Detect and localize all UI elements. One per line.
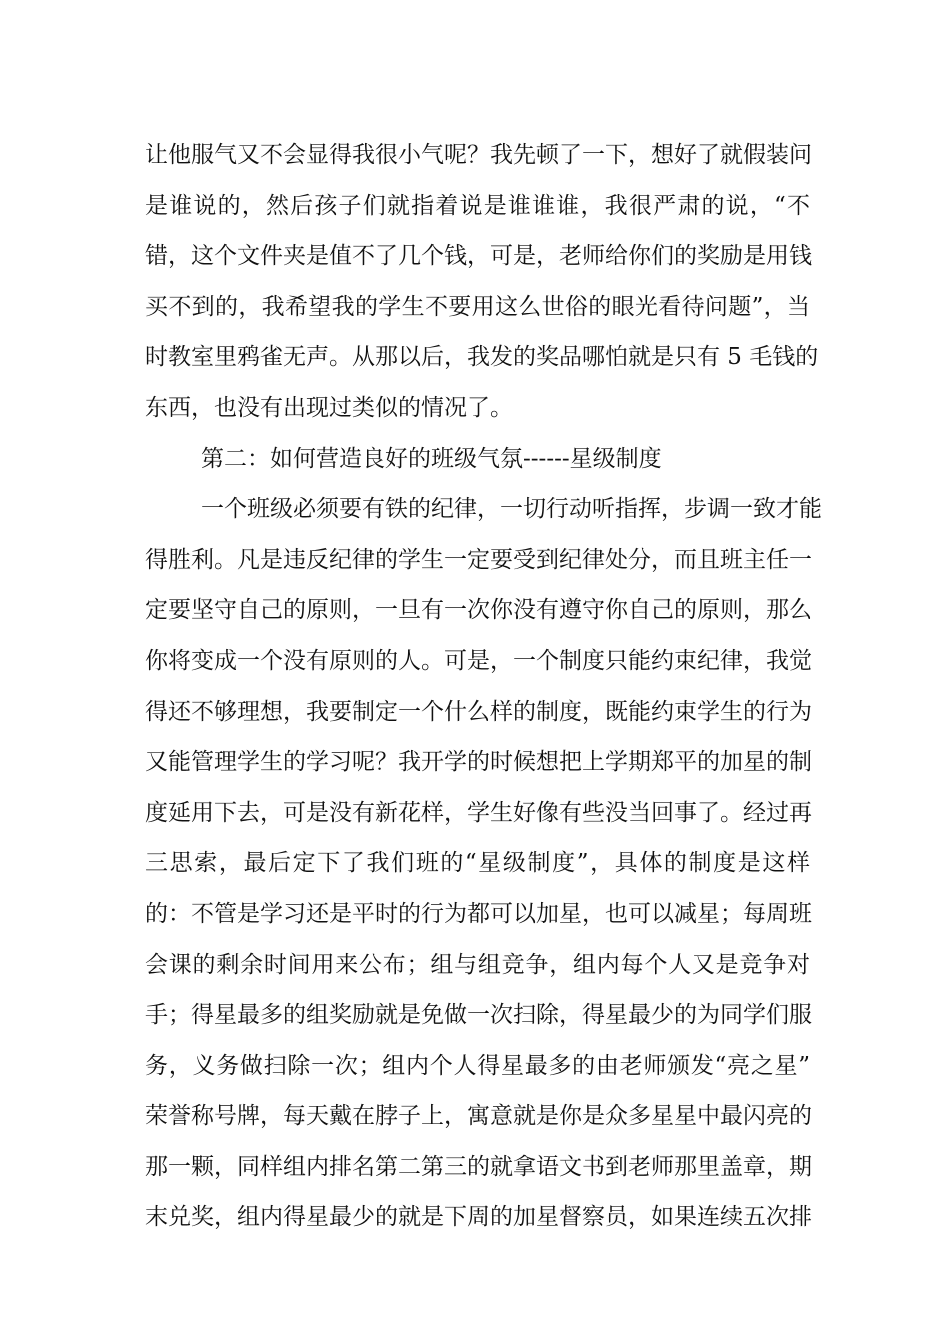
text-line: 是谁说的，然后孩子们就指着说是谁谁谁，我很严肃的说，“不	[145, 192, 810, 219]
text-line: 时教室里鸦雀无声。从那以后，我发的奖品哪怕就是只有 5 毛钱的	[145, 344, 819, 371]
text-line: 的：不管是学习还是平时的行为都可以加星，也可以减星；每周班	[145, 900, 812, 927]
text-line: 得还不够理想，我要制定一个什么样的制度，既能约束学生的行为	[145, 698, 812, 725]
text-line: 又能管理学生的学习呢？我开学的时候想把上学期郑平的加星的制	[145, 749, 812, 776]
text-line: 东西，也没有出现过类似的情况了。	[145, 394, 513, 421]
text-line: 那一颗，同样组内排名第二第三的就拿语文书到老师那里盖章，期	[145, 1153, 812, 1180]
text-line: 末兑奖，组内得星最少的就是下周的加星督察员，如果连续五次排	[145, 1204, 812, 1231]
text-line: 错，这个文件夹是值不了几个钱，可是，老师给你们的奖励是用钱	[145, 243, 812, 270]
text-line: 手；得星最多的组奖励就是免做一次扫除，得星最少的为同学们服	[145, 1002, 812, 1029]
document-body	[145, 130, 822, 1243]
text-line: 荣誉称号牌，每天戴在脖子上，寓意就是你是众多星星中最闪亮的	[145, 1103, 812, 1130]
text-line: 让他服气又不会显得我很小气呢？我先顿了一下，想好了就假装问	[145, 142, 812, 168]
text-line: 你将变成一个没有原则的人。可是，一个制度只能约束纪律，我觉	[145, 647, 812, 674]
section-heading: 第二：如何营造良好的班级气氛------星级制度	[201, 445, 662, 472]
text-line: 会课的剩余时间用来公布；组与组竞争，组内每个人又是竞争对	[145, 951, 810, 978]
text-line: 三思索，最后定下了我们班的“星级制度”，具体的制度是这样	[145, 850, 810, 877]
text-line: 务，义务做扫除一次；组内个人得星最多的由老师颁发“亮之星”	[145, 1052, 810, 1079]
text-line: 定要坚守自己的原则，一旦有一次你没有遵守你自己的原则，那么	[145, 597, 812, 624]
text-line: 得胜利。凡是违反纪律的学生一定要受到纪律处分，而且班主任一	[145, 546, 812, 573]
text-line: 度延用下去，可是没有新花样，学生好像有些没当回事了。经过再	[145, 799, 812, 826]
text-line: 一个班级必须要有铁的纪律，一切行动听指挥，步调一致才能	[201, 496, 822, 523]
text-line: 买不到的，我希望我的学生不要用这么世俗的眼光看待问题”，当	[145, 293, 810, 320]
